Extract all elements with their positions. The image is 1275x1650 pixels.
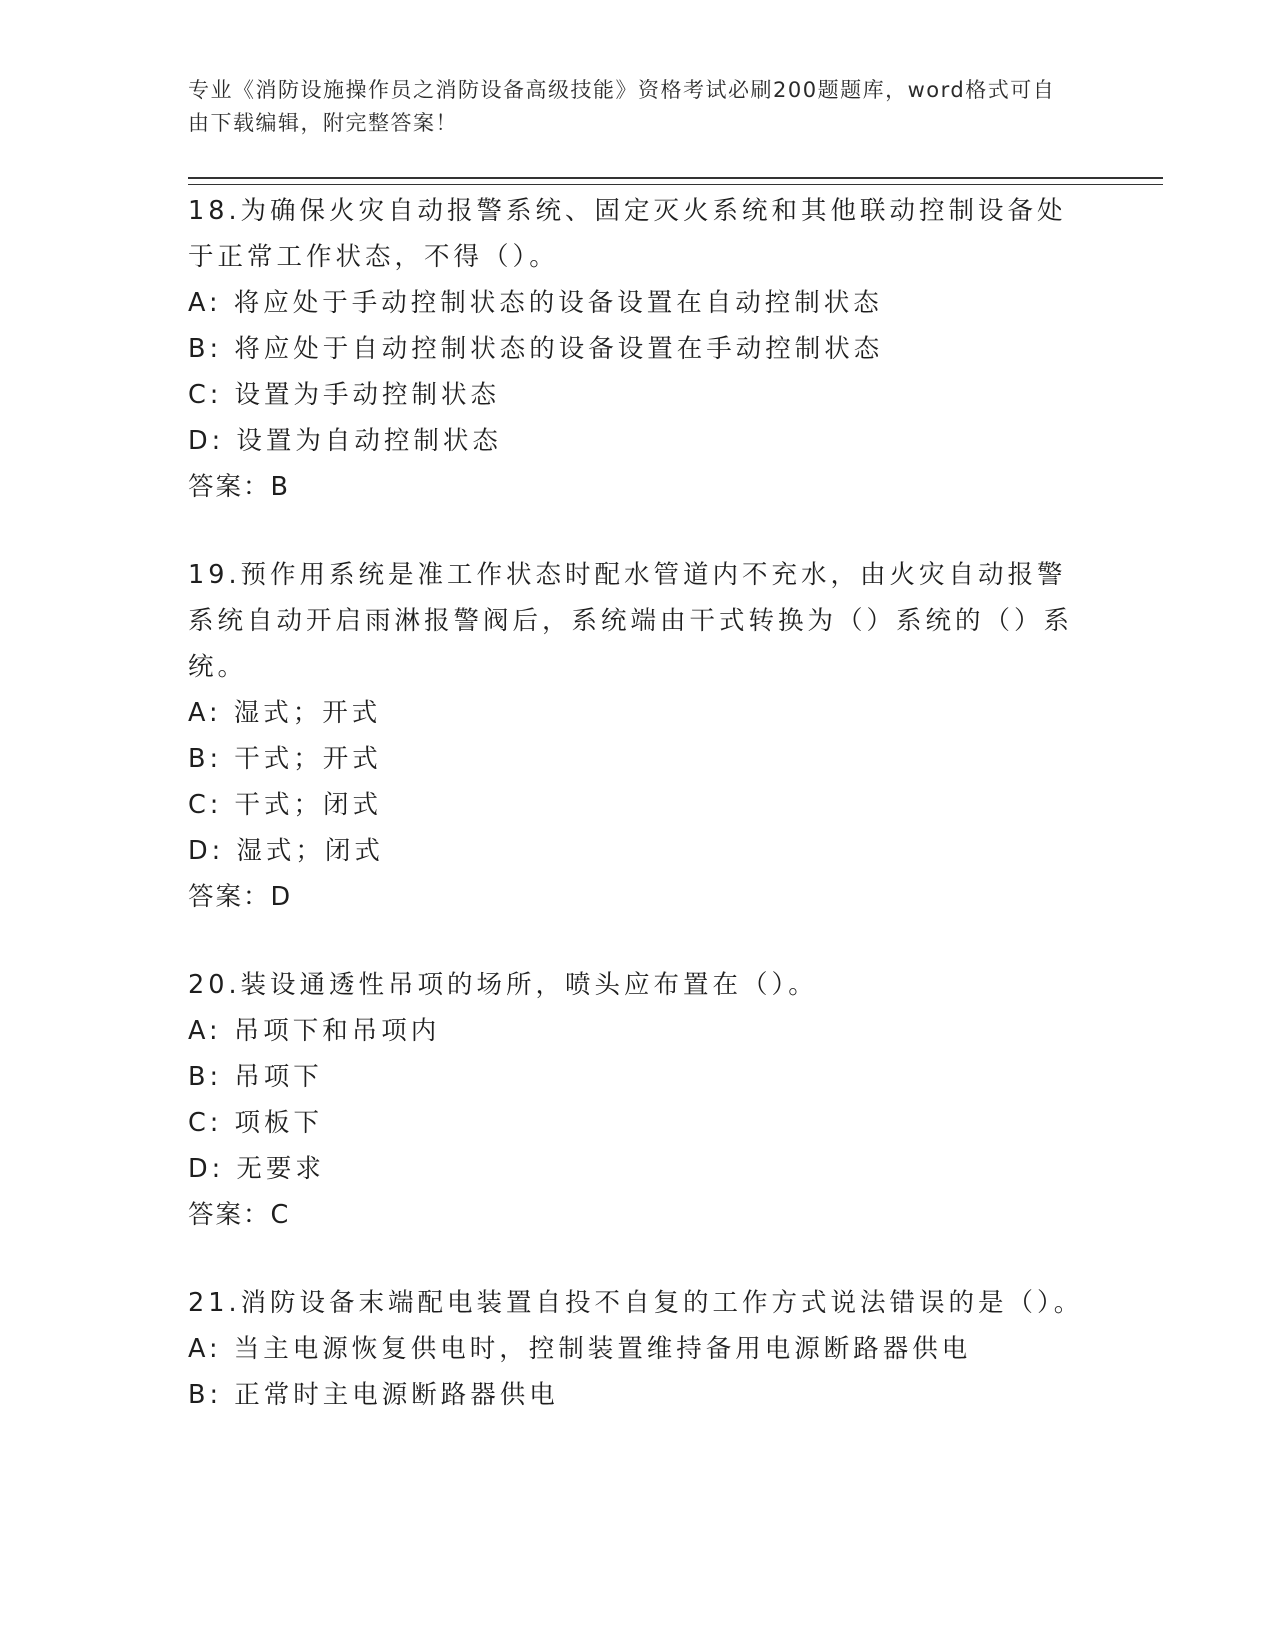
- option-c: [188, 782, 1088, 828]
- option-text: 将应处于自动控制状态的设备设置在手动控制状态: [234, 334, 884, 364]
- question-20: [188, 962, 1088, 1238]
- option-d: [188, 418, 1088, 464]
- answer-line: 答案：B: [188, 472, 290, 502]
- option-b: [188, 1372, 1088, 1418]
- option-key: B:: [188, 334, 223, 364]
- option-b: [188, 1054, 1088, 1100]
- question-gap: [188, 920, 1088, 962]
- option-key: A:: [188, 1334, 222, 1364]
- option-key: D:: [188, 836, 225, 866]
- option-b: [188, 736, 1088, 782]
- option-key: A:: [188, 698, 222, 728]
- option-key: B:: [188, 1062, 223, 1092]
- question-gap: [188, 1238, 1088, 1280]
- option-key: A:: [188, 288, 222, 318]
- option-c: [188, 372, 1088, 418]
- option-key: C:: [188, 1108, 223, 1138]
- question-18: [188, 188, 1088, 510]
- option-text: 设置为手动控制状态: [234, 380, 501, 410]
- option-text: 干式；开式: [234, 744, 382, 774]
- question-19: [188, 552, 1088, 920]
- question-stem: 19.预作用系统是准工作状态时配水管道内不充水，由火灾自动报警系统自动开启雨淋报警阀后，系统端由干式转换为（）系统的（）系统。: [188, 560, 1074, 682]
- option-d: [188, 1146, 1088, 1192]
- question-stem: 20.装设通透性吊项的场所，喷头应布置在（）。: [188, 970, 818, 1000]
- option-text: 吊项下和吊项内: [233, 1016, 441, 1046]
- option-a: [188, 1326, 1088, 1372]
- option-text: 项板下: [234, 1108, 324, 1138]
- answer-line: 答案：C: [188, 1200, 291, 1230]
- option-b: [188, 326, 1088, 372]
- option-text: 正常时主电源断路器供电: [234, 1380, 559, 1410]
- option-text: 湿式；开式: [233, 698, 382, 728]
- question-gap: [188, 510, 1088, 552]
- option-text: 干式；闭式: [234, 790, 383, 820]
- option-key: B:: [188, 1380, 223, 1410]
- option-key: C:: [188, 380, 223, 410]
- option-key: D:: [188, 1154, 225, 1184]
- option-a: [188, 690, 1088, 736]
- option-a: [188, 280, 1088, 326]
- question-stem: 21.消防设备末端配电装置自投不自复的工作方式说法错误的是（）。: [188, 1288, 1084, 1318]
- option-text: 无要求: [236, 1154, 325, 1184]
- option-d: [188, 828, 1088, 874]
- option-text: 当主电源恢复供电时，控制装置维持备用电源断路器供电: [233, 1334, 972, 1364]
- option-c: [188, 1100, 1088, 1146]
- option-a: [188, 1008, 1088, 1054]
- header-divider-thick: [188, 177, 1163, 179]
- option-key: D:: [188, 426, 225, 456]
- option-key: C:: [188, 790, 223, 820]
- question-21: [188, 1280, 1088, 1418]
- option-key: B:: [188, 744, 223, 774]
- answer-line: 答案：D: [188, 882, 293, 912]
- option-key: A:: [188, 1016, 222, 1046]
- header-divider-thin: [188, 184, 1163, 185]
- question-stem: 18.为确保火灾自动报警系统、固定灭火系统和其他联动控制设备处于正常工作状态，不得（）。: [188, 196, 1067, 272]
- option-text: 吊项下: [234, 1062, 323, 1092]
- option-text: 设置为自动控制状态: [236, 426, 502, 456]
- question-list: [188, 188, 1088, 1418]
- option-text: 湿式；闭式: [236, 836, 384, 866]
- document-intro: 专业《消防设施操作员之消防设备高级技能》资格考试必刷200题题库，word格式可自由下载编辑，附完整答案！: [188, 78, 1056, 135]
- option-text: 将应处于手动控制状态的设备设置在自动控制状态: [233, 288, 883, 318]
